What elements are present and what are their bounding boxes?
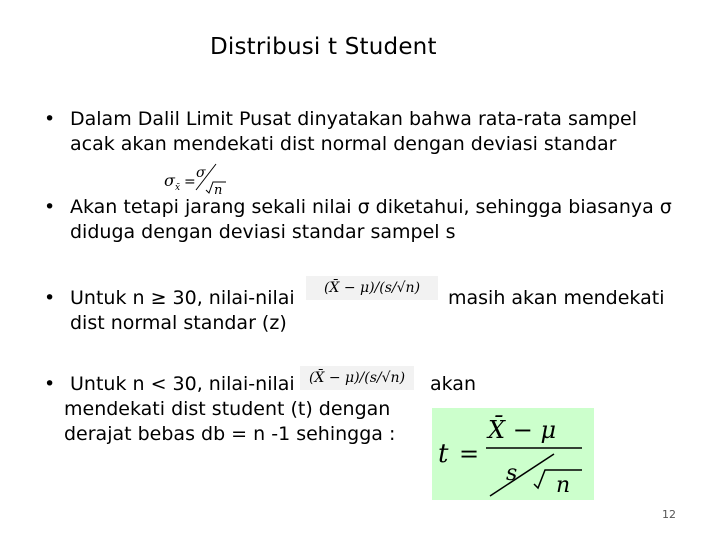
t-denominator-slash <box>490 454 554 496</box>
n-denominator: n <box>214 183 223 198</box>
t-denominator-s: s <box>506 461 518 486</box>
bullet-1-line-2: acak akan mendekati dist normal dengan deviasi standar <box>70 133 617 155</box>
bullet-1-line-1: Dalam Dalil Limit Pusat dinyatakan bahwa rata-rata sampel <box>70 108 638 130</box>
t-equals: = <box>459 440 480 468</box>
z-expression: (X̄ − μ)/(s/√n) <box>323 280 421 296</box>
bullet-2 <box>44 195 716 245</box>
bullet-4-line-1a: Untuk n < 30, nilai-nilai <box>70 373 295 395</box>
sigma-symbol: σ <box>164 171 175 190</box>
t-symbol: t <box>438 439 449 469</box>
t-formula-svg <box>432 408 594 500</box>
sigma-numerator: σ <box>196 165 206 181</box>
bullet-3-line-1a: Untuk n ≥ 30, nilai-nilai <box>70 287 295 309</box>
page-number: 12 <box>662 508 676 521</box>
bullet-4-line-3: derajat bebas db = n -1 sehingga : <box>64 423 396 445</box>
t-formula-box <box>432 408 594 500</box>
bullet-marker: • <box>44 287 56 309</box>
t-expression-inline: (X̄ − μ)/(s/√n) <box>308 370 406 386</box>
t-denominator-n: n <box>556 473 571 498</box>
xbar-subscript: x̄ <box>175 183 181 193</box>
bullet-4-line-2: mendekati dist student (t) dengan <box>64 398 391 420</box>
bullet-marker: • <box>44 373 56 395</box>
formula-sigma-xbar-svg <box>162 160 234 198</box>
z-expression-box <box>306 276 438 300</box>
bullet-1 <box>44 107 684 157</box>
bullet-3-line-1b: masih akan mendekati <box>448 287 665 309</box>
bullet-4-line-1b: akan <box>430 373 476 395</box>
bullet-marker: • <box>44 108 56 130</box>
t-numerator: X̄ − μ <box>488 416 557 444</box>
bullet-marker: • <box>44 196 56 218</box>
formula-sigma-xbar <box>162 160 234 198</box>
slide-title: Distribusi t Student <box>210 34 437 60</box>
equals-sign: = <box>184 174 196 190</box>
t-expression-inline-box <box>300 366 414 390</box>
bullet-3-line-2: dist normal standar (z) <box>70 312 287 334</box>
bullet-2-line-1: Akan tetapi jarang sekali nilai σ diketahui, sehingga biasanya σ <box>70 196 672 218</box>
bullet-2-line-2: diduga dengan deviasi standar sampel s <box>70 221 456 243</box>
